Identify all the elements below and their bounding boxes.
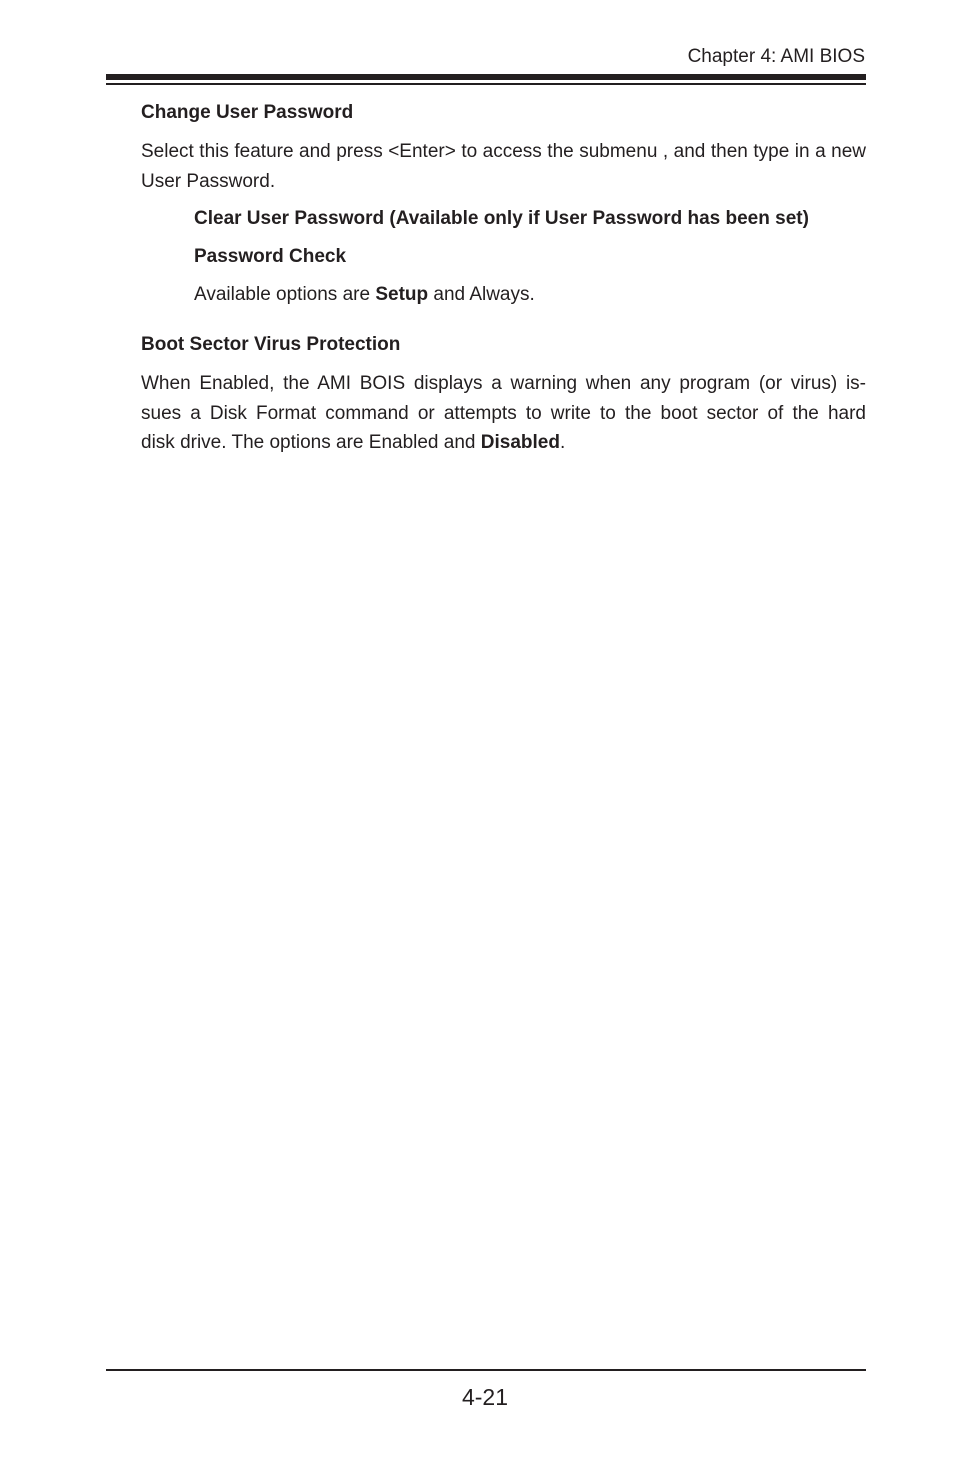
boot-sector-body <box>141 369 866 458</box>
boot-sector-heading: Boot Sector Virus Protection <box>141 334 401 355</box>
boot-sector-body-line-3 <box>141 428 866 458</box>
password-check-heading: Password Check <box>194 246 347 267</box>
password-check-body-prefix: Available options are <box>194 284 376 305</box>
change-user-password-heading: Change User Password <box>141 102 354 123</box>
boot-sector-body-line-3-prefix: disk drive. The options are Enabled and <box>141 432 481 453</box>
header-rule-thin <box>106 83 866 85</box>
change-user-password-body: Select this feature and press <Enter> to access the submenu , and then type in a new User Password. <box>141 141 866 192</box>
password-check-body <box>194 284 535 306</box>
page-number: 4-21 <box>461 1384 509 1410</box>
password-check-body-suffix: and Always. <box>428 284 535 305</box>
password-check-default-option: Setup <box>375 284 429 305</box>
boot-sector-body-line-3-suffix: . <box>559 432 566 453</box>
boot-sector-body-line-1: When Enabled, the AMI BOIS displays a warning when any program (or virus) is- <box>141 373 866 394</box>
clear-user-password-heading: Clear User Password (Available only if User Password has been set) <box>194 208 809 229</box>
boot-sector-body-line-2: sues a Disk Format command or attempts to write to the boot sector of the hard <box>141 402 866 424</box>
chapter-title: Chapter 4: AMI BIOS <box>687 46 865 67</box>
boot-sector-default-option: Disabled <box>480 432 560 453</box>
header-rule-thick <box>106 74 866 80</box>
footer-rule <box>106 1369 866 1371</box>
